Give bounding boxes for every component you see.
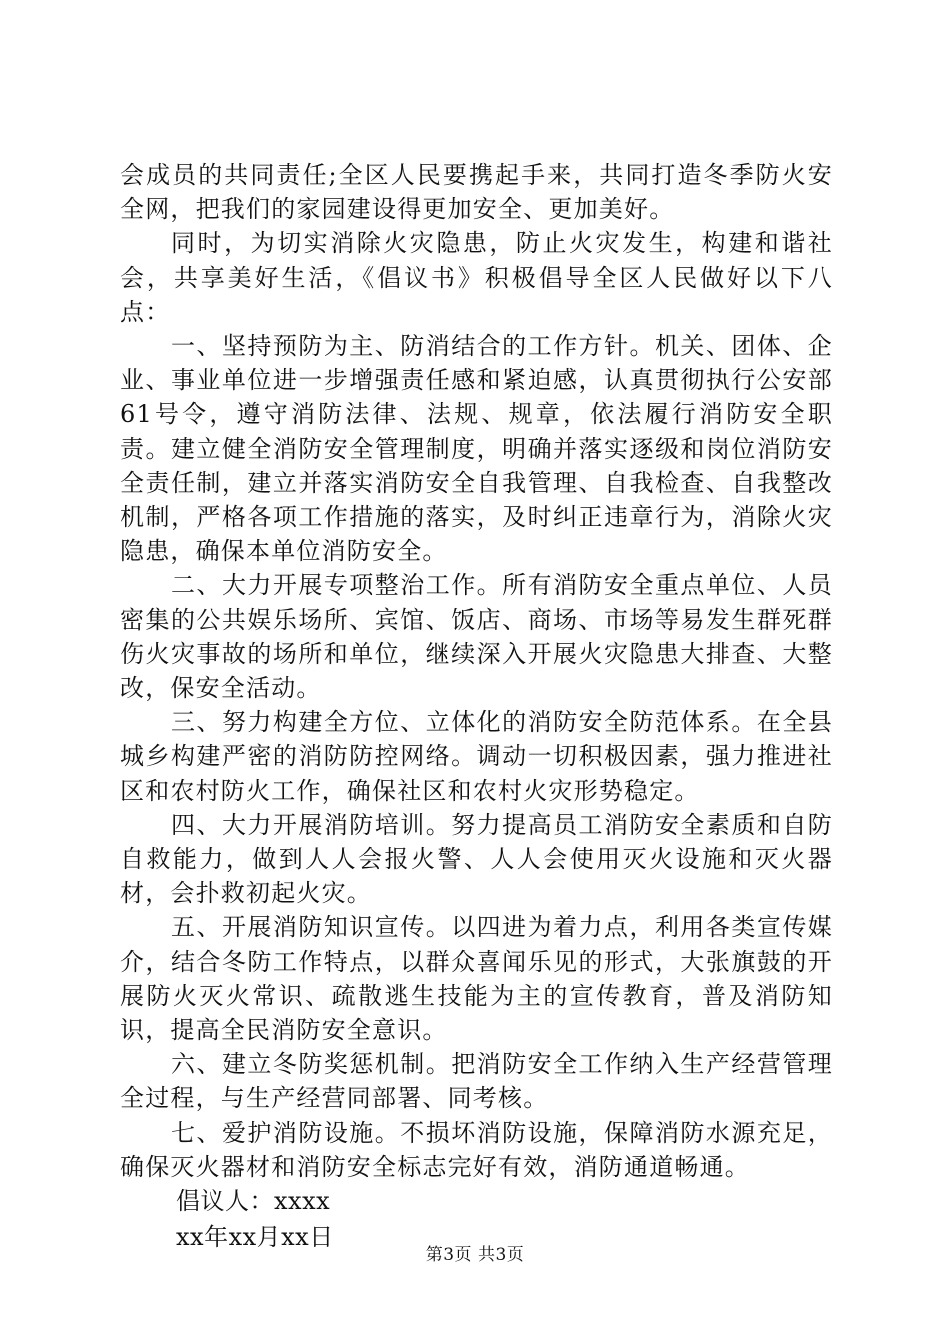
paragraph-9: 七、爱护消防设施。不损坏消防设施，保障消防水源充足，确保灭火器材和消防安全标志完好有效，消防通道畅通。	[120, 1118, 833, 1181]
paragraph-4: 二、大力开展专项整治工作。所有消防安全重点单位、人员密集的公共娱乐场所、宾馆、饭店、商场、市场等易发生群死群伤火灾事故的场所和单位，继续深入开展火灾隐患大排查、大整改，保安全活动。	[120, 571, 833, 703]
date-line: xx年xx月xx日	[176, 1223, 334, 1252]
paragraph-1: 会成员的共同责任;全区人民要携起手来，共同打造冬季防火安全网，把我们的家园建设得更加安全、更加美好。	[120, 161, 833, 224]
paragraph-2: 同时，为切实消除火灾隐患，防止火灾发生，构建和谐社会，共享美好生活，《倡议书》积极倡导全区人民做好以下八点：	[120, 229, 833, 326]
signature-line: 倡议人：xxxx	[176, 1187, 331, 1216]
paragraph-7: 五、开展消防知识宣传。以四进为着力点，利用各类宣传媒介，结合冬防工作特点，以群众喜闻乐见的形式，大张旗鼓的开展防火灭火常识、疏散逃生技能为主的宣传教育，普及消防知识，提高全民消防安全意识。	[120, 913, 833, 1045]
paragraph-5: 三、努力构建全方位、立体化的消防安全防范体系。在全县城乡构建严密的消防防控网络。调动一切积极因素，强力推进社区和农村防火工作，确保社区和农村火灾形势稳定。	[120, 708, 833, 805]
document-body	[120, 158, 833, 1255]
paragraph-3: 一、坚持预防为主、防消结合的工作方针。机关、团体、企业、事业单位进一步增强责任感和紧迫感，认真贯彻执行公安部61号令，遵守消防法律、法规、规章，依法履行消防安全职责。建立健全消防安全管理制度，明确并落实逐级和岗位消防安全责任制，建立并落实消防安全自我管理、自我检查、自我整改机制，严格各项工作措施的落实，及时纠正违章行为，消除火灾隐患，确保本单位消防安全。	[120, 332, 833, 566]
paragraph-8: 六、建立冬防奖惩机制。把消防安全工作纳入生产经营管理全过程，与生产经营同部署、同考核。	[120, 1050, 833, 1113]
paragraph-6: 四、大力开展消防培训。努力提高员工消防安全素质和自防自救能力，做到人人会报火警、人人会使用灭火设施和灭火器材，会扑救初起火灾。	[120, 810, 833, 908]
page-footer: 第3页 共3页	[425, 1245, 525, 1265]
